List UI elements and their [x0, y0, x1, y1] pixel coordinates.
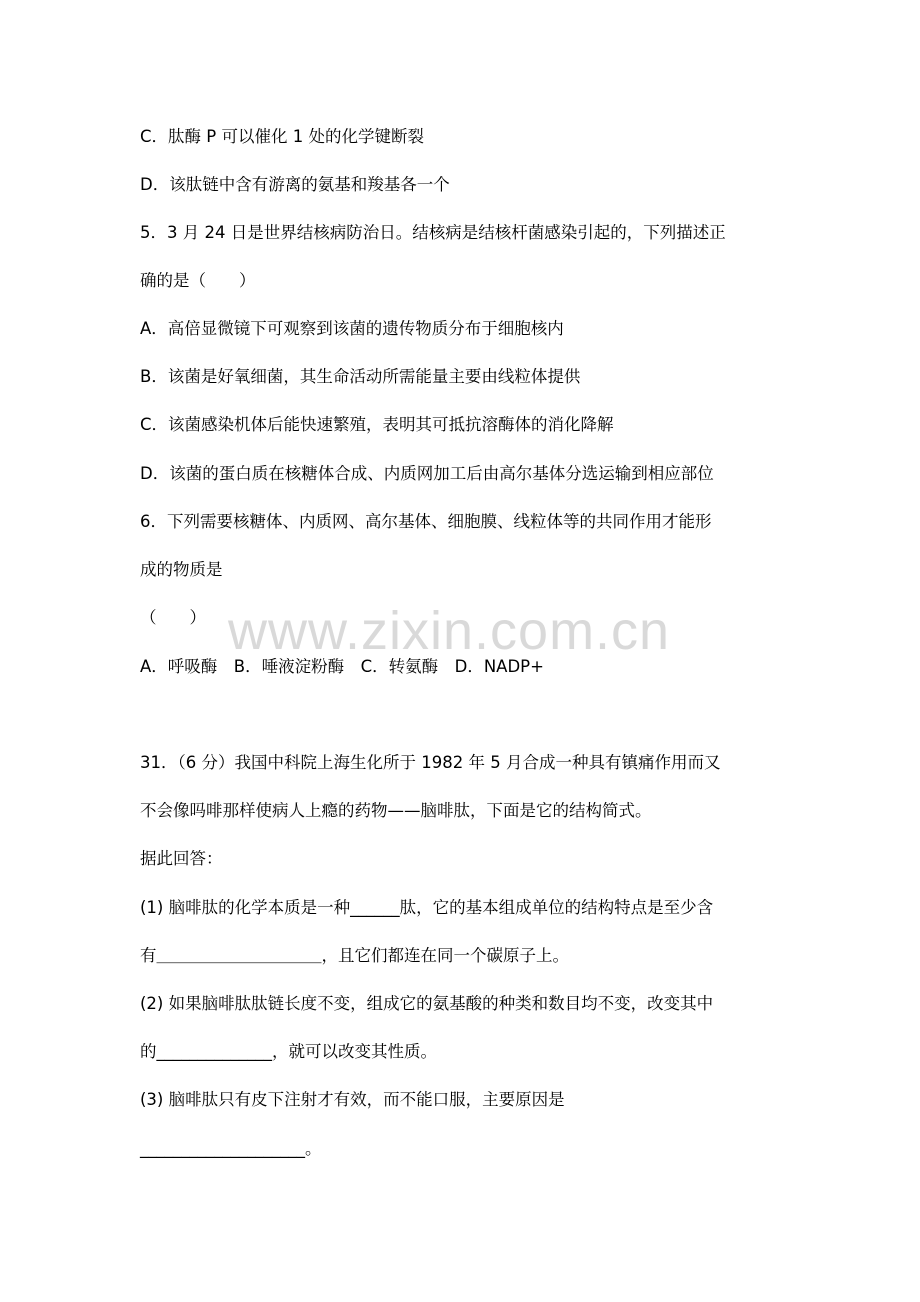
watermark: www.zixin.com.cn: [228, 601, 671, 661]
option-d-q5: D．该菌的蛋白质在核糖体合成、内质网加工后由高尔基体分选运输到相应部位: [140, 464, 714, 483]
option-d-q4: D．该肽链中含有游离的氨基和羧基各一个: [140, 175, 450, 194]
question-31-part-1-line-1: (1) 脑啡肽的化学本质是一种______肽，它的基本组成单位的结构特点是至少含: [140, 898, 714, 917]
question-6-blank: （ ）: [140, 608, 206, 627]
question-31-line-2: 不会像吗啡那样使病人上瘾的药物——脑啡肽，下面是它的结构简式。: [140, 801, 652, 820]
question-31-part-3-line-2: ____________________。: [140, 1139, 322, 1158]
question-6-line-2: 成的物质是: [140, 560, 223, 579]
option-b-q5: B．该菌是好氧细菌，其生命活动所需能量主要由线粒体提供: [140, 367, 581, 386]
question-31-part-2-line-1: (2) 如果脑啡肽肽链长度不变，组成它的氨基酸的种类和数目均不变，改变其中: [140, 994, 714, 1013]
option-a-q5: A．高倍显微镜下可观察到该菌的遗传物质分布于细胞核内: [140, 319, 564, 338]
question-31-part-3-line-1: (3) 脑啡肽只有皮下注射才有效，而不能口服，主要原因是: [140, 1090, 565, 1109]
option-c-q5: C．该菌感染机体后能快速繁殖，表明其可抵抗溶酶体的消化降解: [140, 415, 614, 434]
question-31-line-3: 据此回答：: [140, 849, 223, 868]
question-6-options: A．呼吸酶 B．唾液淀粉酶 C．转氨酶 D．NADP+: [140, 657, 544, 676]
option-c-q4: C．肽酶 P 可以催化 1 处的化学键断裂: [140, 127, 424, 146]
question-5-line-2: 确的是（ ）: [140, 271, 256, 290]
question-5-line-1: 5．3 月 24 日是世界结核病防治日。结核病是结核杆菌感染引起的，下列描述正: [140, 223, 726, 242]
question-31-part-2-line-2: 的______________，就可以改变其性质。: [140, 1042, 437, 1061]
question-6-line-1: 6．下列需要核糖体、内质网、高尔基体、细胞膜、线粒体等的共同作用才能形: [140, 512, 712, 531]
question-31-part-1-line-2: 有＿＿＿＿＿＿＿＿＿＿，且它们都连在同一个碳原子上。: [140, 946, 569, 965]
question-31-line-1: 31．（6 分）我国中科院上海生化所于 1982 年 5 月合成一种具有镇痛作用而又: [140, 753, 721, 772]
